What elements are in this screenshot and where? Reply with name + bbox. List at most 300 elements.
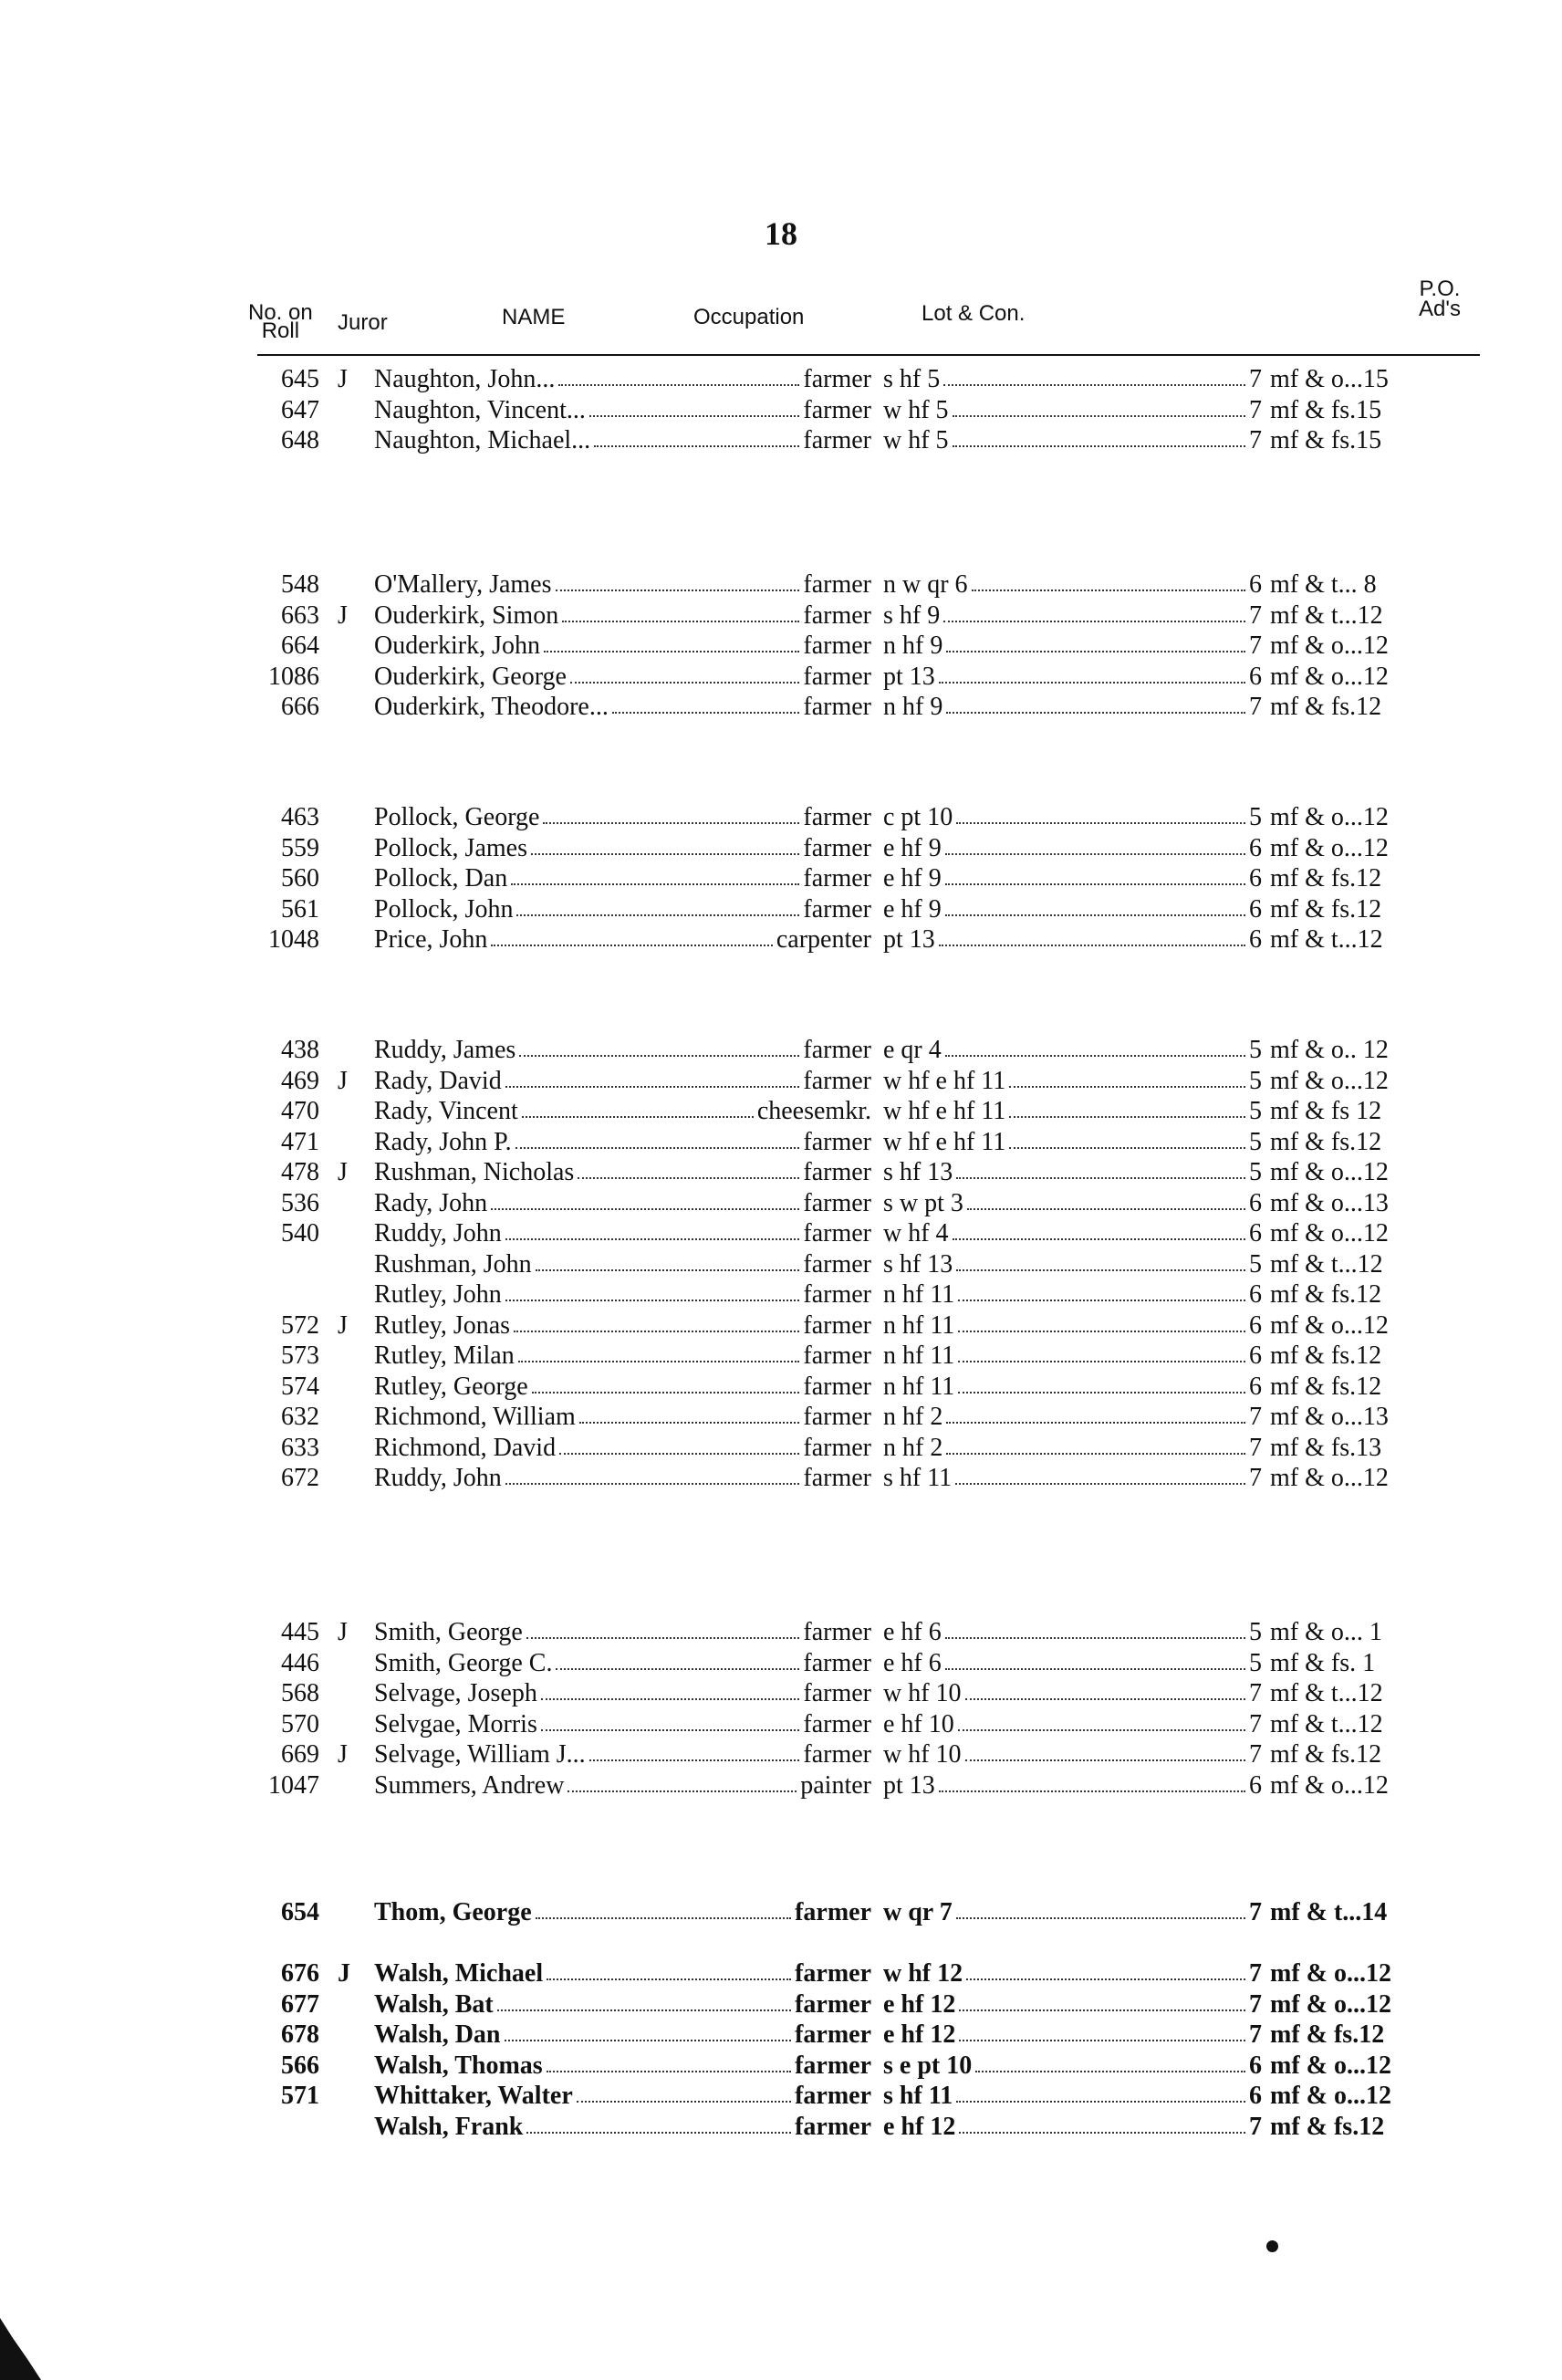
person-name: Price, John — [374, 925, 488, 954]
roll-number: 561 — [281, 894, 319, 924]
table-row — [0, 365, 1562, 396]
dot-leader — [945, 895, 1245, 916]
concession: 5 — [1249, 1097, 1262, 1125]
roll-section — [0, 803, 1562, 956]
dot-leader — [953, 396, 1245, 417]
dot-leader — [946, 632, 1245, 652]
name-occupation-cell — [374, 1740, 871, 1769]
table-row — [0, 1036, 1562, 1067]
table-row — [0, 1128, 1562, 1159]
name-occupation-cell — [374, 925, 871, 955]
roll-number: 648 — [281, 426, 319, 454]
name-occupation-cell — [374, 803, 871, 832]
person-name: Smith, George C. — [374, 1648, 553, 1677]
roll-number: 1047 — [268, 1770, 319, 1800]
roll-number: 669 — [281, 1740, 319, 1769]
name-occupation-cell — [374, 1898, 871, 1927]
occupation: farmer — [803, 662, 871, 691]
lot: e hf 9 — [883, 894, 942, 924]
page-number: 18 — [765, 215, 797, 252]
occupation: farmer — [803, 1066, 871, 1095]
juror-mark: J — [338, 1158, 348, 1186]
dot-leader — [491, 1189, 799, 1210]
name-occupation-cell — [374, 1679, 871, 1708]
occupation: farmer — [795, 2020, 871, 2049]
lot-con-cell — [883, 1373, 1262, 1402]
po-address: mf & o...12 — [1270, 1770, 1389, 1800]
person-name: Walsh, Dan — [374, 2020, 501, 2049]
dot-leader — [956, 1898, 1245, 1919]
dot-leader — [958, 1373, 1245, 1394]
name-occupation-cell — [374, 1959, 871, 1989]
dot-leader — [577, 2082, 791, 2103]
concession: 7 — [1249, 395, 1262, 424]
roll-number: 633 — [281, 1433, 319, 1462]
lot: w qr 7 — [883, 1898, 953, 1926]
po-address: mf & o.. 12 — [1270, 1036, 1389, 1064]
name-occupation-cell — [374, 1311, 871, 1341]
lot-con-cell — [883, 1898, 1262, 1927]
name-occupation-cell — [374, 1710, 871, 1739]
lot-con-cell — [883, 1403, 1262, 1432]
occupation: farmer — [803, 1219, 871, 1247]
header-no-on-roll-line1: No. on — [248, 300, 313, 325]
person-name: Rady, John P. — [374, 1127, 512, 1156]
name-occupation-cell — [374, 1219, 871, 1248]
concession: 6 — [1249, 1219, 1262, 1247]
occupation: farmer — [795, 1898, 871, 1926]
roll-number: 664 — [281, 632, 319, 660]
po-address: mf & fs.12 — [1270, 1372, 1382, 1401]
lot-con-cell — [883, 663, 1262, 692]
lot: w hf 10 — [883, 1740, 962, 1769]
dot-leader — [959, 1990, 1245, 2011]
table-row — [0, 1341, 1562, 1373]
dot-leader — [959, 2113, 1245, 2134]
dot-leader — [562, 601, 799, 622]
po-address: mf & t...12 — [1270, 1249, 1383, 1279]
name-occupation-cell — [374, 1618, 871, 1647]
po-address: mf & o...13 — [1270, 1403, 1389, 1431]
dot-leader — [946, 693, 1245, 714]
name-occupation-cell — [374, 426, 871, 455]
occupation: farmer — [803, 1127, 871, 1156]
name-occupation-cell — [374, 895, 871, 924]
po-address: mf & fs.12 — [1270, 2020, 1385, 2049]
dot-leader — [491, 925, 772, 946]
po-address: mf & o... 1 — [1270, 1618, 1382, 1646]
occupation: farmer — [803, 803, 871, 831]
name-occupation-cell — [374, 396, 871, 425]
dot-leader — [965, 1679, 1245, 1700]
person-name: Rady, David — [374, 1066, 502, 1095]
concession: 7 — [1249, 2020, 1262, 2049]
dot-leader — [975, 2051, 1245, 2072]
dot-leader — [943, 365, 1245, 386]
dot-leader — [579, 1403, 800, 1424]
table-row — [0, 1740, 1562, 1771]
name-occupation-cell — [374, 2051, 871, 2081]
lot: e hf 10 — [883, 1709, 954, 1738]
table-row — [0, 601, 1562, 632]
concession: 7 — [1249, 1679, 1262, 1707]
dot-leader — [956, 803, 1245, 824]
dot-leader — [558, 365, 799, 386]
table-row — [0, 1618, 1562, 1649]
po-address: mf & o...12 — [1270, 1219, 1389, 1247]
dot-leader — [956, 1158, 1245, 1179]
lot-con-cell — [883, 1219, 1262, 1248]
dot-leader — [939, 1771, 1245, 1792]
dot-leader — [568, 1771, 797, 1792]
lot: s w pt 3 — [883, 1188, 963, 1217]
table-row — [0, 663, 1562, 694]
name-occupation-cell — [374, 2113, 871, 2142]
concession: 5 — [1249, 803, 1262, 831]
lot: e hf 9 — [883, 864, 942, 892]
lot: n hf 11 — [883, 1280, 955, 1309]
occupation: farmer — [803, 1709, 871, 1738]
po-address: mf & o...12 — [1270, 1959, 1391, 1988]
lot-con-cell — [883, 925, 1262, 955]
person-name: Rutley, Milan — [374, 1341, 515, 1370]
occupation: farmer — [803, 600, 871, 630]
lot-con-cell — [883, 803, 1262, 832]
po-address: mf & o...13 — [1270, 1188, 1389, 1217]
header-name: NAME — [502, 305, 566, 329]
po-address: mf & fs.12 — [1270, 1127, 1382, 1156]
po-address: mf & fs.12 — [1270, 894, 1382, 924]
dot-leader — [578, 1158, 799, 1179]
person-name: Naughton, Michael... — [374, 426, 591, 454]
roll-number: 678 — [281, 2020, 319, 2049]
name-occupation-cell — [374, 1373, 871, 1402]
name-occupation-cell — [374, 1649, 871, 1678]
po-address: mf & fs.12 — [1270, 693, 1382, 721]
dot-leader — [958, 1311, 1245, 1332]
dot-leader — [972, 570, 1245, 591]
table-row — [0, 1403, 1562, 1434]
header-po-line2: Ad's — [1419, 297, 1461, 321]
dot-leader — [526, 2113, 791, 2134]
occupation: farmer — [795, 1959, 871, 1988]
name-occupation-cell — [374, 1990, 871, 2020]
lot-con-cell — [883, 2082, 1262, 2111]
name-occupation-cell — [374, 1036, 871, 1065]
lot-con-cell — [883, 1036, 1262, 1065]
table-row — [0, 1959, 1562, 1990]
dot-leader — [536, 1898, 791, 1919]
person-name: Selvgae, Morris — [374, 1709, 537, 1738]
ink-dot — [1266, 2240, 1278, 2252]
occupation: farmer — [803, 1464, 871, 1492]
occupation: farmer — [803, 1740, 871, 1769]
name-occupation-cell — [374, 365, 871, 394]
occupation: farmer — [803, 1310, 871, 1340]
person-name: Naughton, Vincent... — [374, 395, 586, 424]
occupation: farmer — [795, 1989, 871, 2019]
roll-number: 478 — [281, 1158, 319, 1186]
name-occupation-cell — [374, 1097, 871, 1126]
name-occupation-cell — [374, 1464, 871, 1493]
dot-leader — [514, 1311, 799, 1332]
dot-leader — [556, 1649, 799, 1670]
name-occupation-cell — [374, 1250, 871, 1279]
concession: 7 — [1249, 1740, 1262, 1769]
table-row — [0, 632, 1562, 663]
dot-leader — [526, 1618, 800, 1639]
lot: e hf 12 — [883, 1989, 956, 2019]
roll-number: 566 — [281, 2051, 319, 2080]
dot-leader — [518, 1341, 800, 1362]
person-name: Ouderkirk, John — [374, 632, 540, 660]
name-occupation-cell — [374, 1434, 871, 1463]
table-row — [0, 1373, 1562, 1404]
person-name: Ouderkirk, Simon — [374, 600, 559, 630]
dot-leader — [497, 1990, 791, 2011]
person-name: Rutley, Jonas — [374, 1310, 511, 1340]
roll-section — [0, 570, 1562, 724]
roll-number: 663 — [281, 600, 319, 630]
name-occupation-cell — [374, 1280, 871, 1310]
dot-leader — [953, 426, 1245, 447]
roll-number: 677 — [281, 1989, 319, 2019]
lot-con-cell — [883, 1959, 1262, 1989]
person-name: Richmond, David — [374, 1433, 557, 1462]
lot: s hf 13 — [883, 1249, 953, 1279]
roll-section — [0, 365, 1562, 457]
header-po-ads — [1419, 279, 1461, 319]
lot: n w qr 6 — [883, 570, 968, 599]
lot-con-cell — [883, 1280, 1262, 1310]
roll-number: 536 — [281, 1188, 319, 1217]
lot-con-cell — [883, 1649, 1262, 1678]
occupation: farmer — [803, 395, 871, 424]
dot-leader — [543, 803, 799, 824]
po-address: mf & o...12 — [1270, 1066, 1389, 1095]
person-name: Selvage, Joseph — [374, 1679, 537, 1707]
roll-number: 573 — [281, 1341, 319, 1370]
occupation: carpenter — [776, 925, 871, 954]
person-name: O'Mallery, James — [374, 570, 552, 599]
po-address: mf & fs 12 — [1270, 1097, 1382, 1125]
header-po-line1: P.O. — [1419, 277, 1461, 301]
dot-leader — [945, 1036, 1245, 1057]
table-row — [0, 2113, 1562, 2144]
dot-leader — [541, 1679, 800, 1700]
po-address: mf & o...12 — [1270, 1310, 1389, 1340]
roll-number: 645 — [281, 365, 319, 393]
lot: n hf 9 — [883, 693, 943, 721]
dot-leader — [945, 1618, 1245, 1639]
table-row — [0, 1067, 1562, 1098]
dot-leader — [958, 1341, 1245, 1362]
lot: e hf 9 — [883, 833, 942, 862]
lot: w hf 10 — [883, 1679, 962, 1707]
dot-leader — [556, 570, 800, 591]
lot: s hf 5 — [883, 365, 941, 393]
person-name: Smith, George — [374, 1618, 523, 1646]
roll-section — [0, 1959, 1562, 2143]
name-occupation-cell — [374, 1128, 871, 1157]
table-row — [0, 1097, 1562, 1128]
po-address: mf & o...15 — [1270, 365, 1389, 393]
table-row — [0, 1898, 1562, 1929]
lot-con-cell — [883, 834, 1262, 863]
lot-con-cell — [883, 2051, 1262, 2081]
dot-leader — [589, 1740, 800, 1761]
concession: 5 — [1249, 1127, 1262, 1156]
concession: 6 — [1249, 1372, 1262, 1401]
lot: w hf e hf 11 — [883, 1066, 1006, 1095]
roll-number: 647 — [281, 395, 319, 424]
person-name: Walsh, Thomas — [374, 2051, 543, 2080]
person-name: Ruddy, James — [374, 1036, 516, 1064]
dot-leader — [966, 1959, 1245, 1980]
lot-con-cell — [883, 1128, 1262, 1157]
header-no-on-roll — [248, 300, 313, 343]
table-row — [0, 2082, 1562, 2113]
occupation: farmer — [803, 365, 871, 393]
po-address: mf & fs.12 — [1270, 864, 1382, 892]
occupation: farmer — [803, 1188, 871, 1217]
occupation: cheesemkr. — [756, 1097, 871, 1125]
concession: 7 — [1249, 1989, 1262, 2019]
lot-con-cell — [883, 1158, 1262, 1187]
occupation: farmer — [803, 894, 871, 924]
occupation: farmer — [803, 1158, 871, 1186]
lot: w hf e hf 11 — [883, 1097, 1006, 1125]
occupation: farmer — [795, 2051, 871, 2080]
dot-leader — [522, 1097, 754, 1118]
occupation: farmer — [803, 1679, 871, 1707]
concession: 6 — [1249, 864, 1262, 892]
po-address: mf & o...12 — [1270, 2082, 1391, 2110]
concession: 5 — [1249, 1158, 1262, 1186]
lot: w hf 5 — [883, 426, 949, 454]
po-address: mf & fs.12 — [1270, 1341, 1382, 1370]
juror-mark: J — [338, 1066, 348, 1095]
lot-con-cell — [883, 601, 1262, 631]
po-address: mf & fs.12 — [1270, 1280, 1382, 1309]
person-name: Walsh, Frank — [374, 2112, 524, 2141]
table-row — [0, 803, 1562, 834]
lot: s hf 11 — [883, 2082, 953, 2110]
lot-con-cell — [883, 570, 1262, 600]
occupation: farmer — [795, 2112, 871, 2141]
dot-leader — [953, 1219, 1245, 1240]
person-name: Selvage, William J... — [374, 1740, 586, 1769]
concession: 6 — [1249, 2051, 1262, 2080]
person-name: Walsh, Bat — [374, 1989, 494, 2019]
lot-con-cell — [883, 632, 1262, 661]
po-address: mf & o...12 — [1270, 632, 1389, 660]
dot-leader — [547, 2051, 791, 2072]
person-name: Pollock, George — [374, 803, 540, 831]
dot-leader — [612, 693, 800, 714]
table-row — [0, 2051, 1562, 2082]
concession: 6 — [1249, 1770, 1262, 1800]
occupation: farmer — [803, 1433, 871, 1462]
concession: 7 — [1249, 1464, 1262, 1492]
dot-leader — [958, 1710, 1245, 1731]
dot-leader — [505, 2020, 792, 2041]
table-row — [0, 1311, 1562, 1342]
name-occupation-cell — [374, 632, 871, 661]
name-occupation-cell — [374, 834, 871, 863]
person-name: Ruddy, John — [374, 1219, 502, 1247]
dot-leader — [945, 864, 1245, 885]
roll-number: 540 — [281, 1219, 319, 1247]
dot-leader — [505, 1280, 800, 1301]
dot-leader — [516, 895, 799, 916]
lot-con-cell — [883, 1189, 1262, 1218]
lot: w hf 4 — [883, 1219, 949, 1247]
lot-con-cell — [883, 1990, 1262, 2020]
name-occupation-cell — [374, 1158, 871, 1187]
occupation: farmer — [803, 693, 871, 721]
concession: 6 — [1249, 570, 1262, 599]
name-occupation-cell — [374, 864, 871, 893]
po-address: mf & fs.12 — [1270, 1740, 1382, 1769]
dot-leader — [946, 1403, 1245, 1424]
person-name: Walsh, Michael — [374, 1959, 544, 1988]
person-name: Pollock, John — [374, 894, 514, 924]
po-address: mf & o...12 — [1270, 833, 1389, 862]
dot-leader — [1009, 1097, 1245, 1118]
person-name: Richmond, William — [374, 1403, 576, 1431]
occupation: farmer — [803, 1618, 871, 1646]
table-row — [0, 570, 1562, 601]
header-rule — [257, 354, 1480, 356]
concession: 6 — [1249, 1341, 1262, 1370]
roll-number: 446 — [281, 1648, 319, 1677]
occupation: farmer — [803, 1403, 871, 1431]
lot-con-cell — [883, 1618, 1262, 1647]
concession: 7 — [1249, 693, 1262, 721]
lot: e hf 6 — [883, 1618, 942, 1646]
concession: 7 — [1249, 600, 1262, 630]
juror-mark: J — [338, 1618, 348, 1646]
juror-mark: J — [338, 365, 348, 393]
person-name: Rady, Vincent — [374, 1097, 518, 1125]
header-occupation: Occupation — [693, 305, 805, 329]
roll-number: 559 — [281, 833, 319, 862]
lot: pt 13 — [883, 662, 935, 691]
lot: n hf 11 — [883, 1341, 955, 1370]
person-name: Ouderkirk, Theodore... — [374, 693, 609, 721]
person-name: Whittaker, Walter — [374, 2082, 573, 2110]
lot: n hf 11 — [883, 1310, 955, 1340]
dot-leader — [956, 1250, 1245, 1271]
scan-corner-mark — [0, 2318, 41, 2380]
occupation: farmer — [803, 426, 871, 454]
lot-con-cell — [883, 1740, 1262, 1769]
dot-leader — [541, 1710, 800, 1731]
person-name: Summers, Andrew — [374, 1770, 565, 1800]
po-address: mf & o...12 — [1270, 803, 1389, 831]
roll-number: 463 — [281, 803, 319, 831]
dot-leader — [559, 1434, 799, 1455]
person-name: Rushman, John — [374, 1249, 532, 1279]
occupation: farmer — [803, 1341, 871, 1370]
name-occupation-cell — [374, 1403, 871, 1432]
concession: 6 — [1249, 833, 1262, 862]
lot-con-cell — [883, 1311, 1262, 1341]
roll-section — [0, 1898, 1562, 1929]
dot-leader — [945, 834, 1245, 855]
occupation: farmer — [803, 1036, 871, 1064]
